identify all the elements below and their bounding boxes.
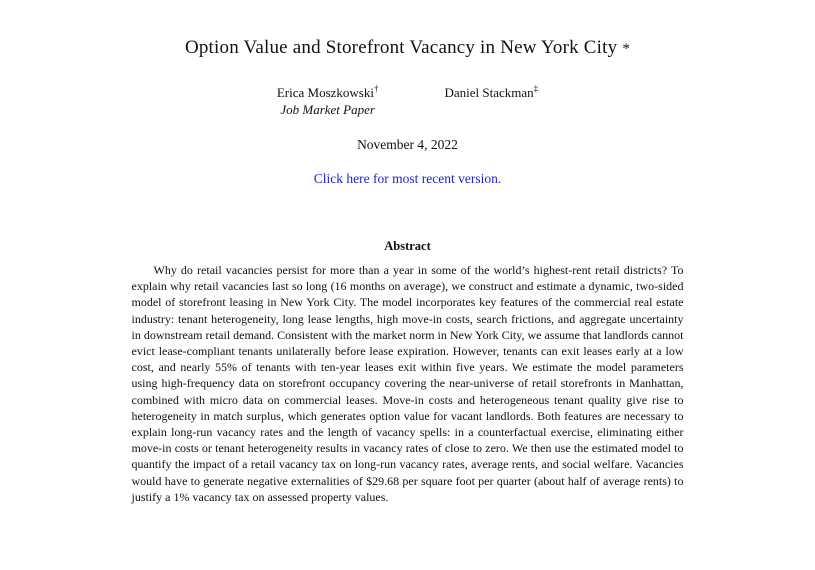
author-name-text: Daniel Stackman xyxy=(444,85,534,100)
author-footnote-marker: ‡ xyxy=(533,83,539,94)
link-row xyxy=(0,170,815,187)
author-name-line xyxy=(277,84,379,101)
author-footnote-marker: † xyxy=(373,83,379,94)
author-name-text: Erica Moszkowski xyxy=(276,85,374,100)
title-footnote-marker: * xyxy=(622,41,631,57)
job-market-paper-label: Job Market Paper xyxy=(280,102,375,117)
abstract-heading: Abstract xyxy=(384,239,431,253)
author-name-line xyxy=(444,84,538,101)
paper-title-text: Option Value and Storefront Vacancy in New York City xyxy=(184,37,618,58)
paper-date: November 4, 2022 xyxy=(357,137,458,152)
author-erica-moszkowski xyxy=(277,84,379,118)
paper-title xyxy=(0,0,815,60)
abstract-text: Why do retail vacancies persist for more than a year in some of the world’s highest-rent retail districts? To explain why retail vacancies last so long (16 months on average), we construct and estimate a dynamic, two-sided model of storefront leasing in New York City. The model incorporates key features of the commercial real estate industry: tenant heterogeneity, long lease lengths, high move-in costs, search frictions, and aggregate uncertainty in downstream retail demand. Consistent with the market norm in New York City, we assume that landlords cannot evict lease-compliant tenants unilaterally before lease expiration. However, tenants can exit leases early at a low cost, and nearly 55% of tenants with ten-year leases exit within five years. We estimate the model parameters using high-frequency data on storefront occupancy covering the near-universe of retail storefronts in Manhattan, combined with micro data on commercial leases. Move-in costs and heterogeneous tenant quality give rise to heterogeneity in match surplus, which generates option value for vacant landlords. Both features are necessary to explain long-run vacancy rates and the length of vacancy spells: in a counterfactual exercise, eliminating either move-in costs or tenant heterogeneity results in vacancy rates of close to zero. We then use the estimated model to quantify the impact of a retail vacancy tax on long-run vacancy rates, average rents, and social welfare. Vacancies would have to generate negative externalities of $29.68 per square foot per quarter (about half of average rents) to justify a 1% vacancy tax on assessed property values. xyxy=(131,263,684,504)
authors-row xyxy=(0,84,815,118)
author-daniel-stackman xyxy=(444,84,538,118)
recent-version-link[interactable]: Click here for most recent version. xyxy=(313,171,502,186)
